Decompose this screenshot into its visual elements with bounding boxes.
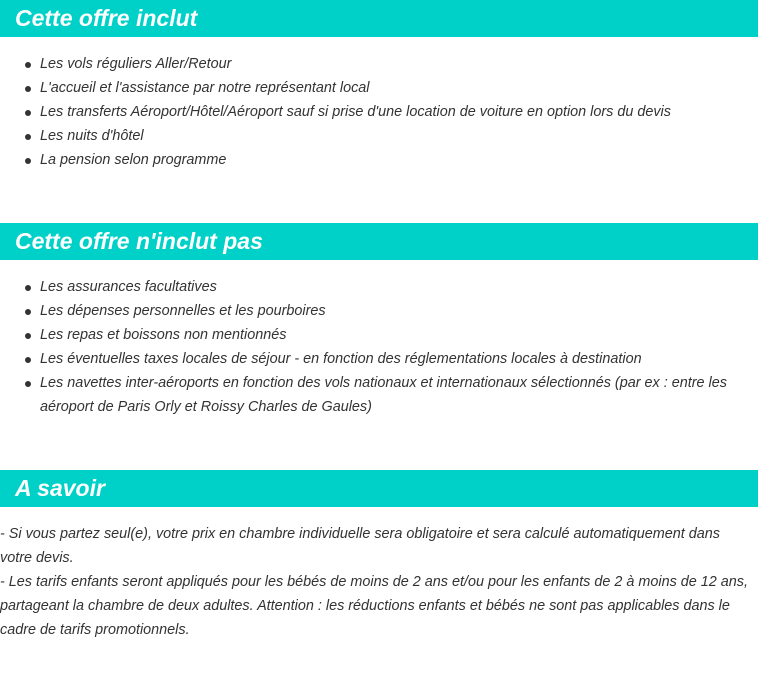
bullet-icon [25,357,31,363]
bullet-icon [25,381,31,387]
savoir-header [0,470,758,507]
list-item: Les assurances facultatives [0,275,730,299]
list-item: Les navettes inter-aéroports en fonction des vols nationaux et internationaux sélectionnés (par ex : entre les aéroport de Paris Orly et Roissy Charles de Gaules) [0,371,730,419]
included-list [0,52,730,172]
savoir-paragraph: - Si vous partez seul(e), votre prix en chambre individuelle sera obligatoire et sera calculé automatiquement dans votre devis. [0,526,720,566]
not-included-title: Cette offre n'inclut pas [15,228,263,254]
list-item: Les nuits d'hôtel [0,124,730,148]
included-title: Cette offre inclut [15,5,198,31]
not-included-header [0,223,758,260]
not-included-list [0,275,730,419]
list-item: Les transferts Aéroport/Hôtel/Aéroport sauf si prise d'une location de voiture en option lors du devis [0,100,730,124]
list-item: Les éventuelles taxes locales de séjour - en fonction des réglementations locales à destination [0,347,730,371]
bullet-icon [25,285,31,291]
list-item: Les vols réguliers Aller/Retour [0,52,730,76]
savoir-content [0,522,752,642]
bullet-icon [25,110,31,116]
bullet-icon [25,86,31,92]
list-item: L'accueil et l'assistance par notre représentant local [0,76,730,100]
bullet-icon [25,62,31,68]
bullet-icon [25,134,31,140]
bullet-icon [25,333,31,339]
list-item: La pension selon programme [0,148,730,172]
savoir-title: A savoir [15,475,105,501]
list-item: Les dépenses personnelles et les pourboires [0,299,730,323]
list-item: Les repas et boissons non mentionnés [0,323,730,347]
bullet-icon [25,158,31,164]
included-header [0,0,758,37]
bullet-icon [25,309,31,315]
savoir-paragraph: - Les tarifs enfants seront appliqués pour les bébés de moins de 2 ans et/ou pour les enfants de 2 à moins de 12 ans, partageant la chambre de deux adultes. Attention : les réductions enfants et bébés ne sont pas applicables dans le cadre de tarifs promotionnels. [0,574,748,638]
